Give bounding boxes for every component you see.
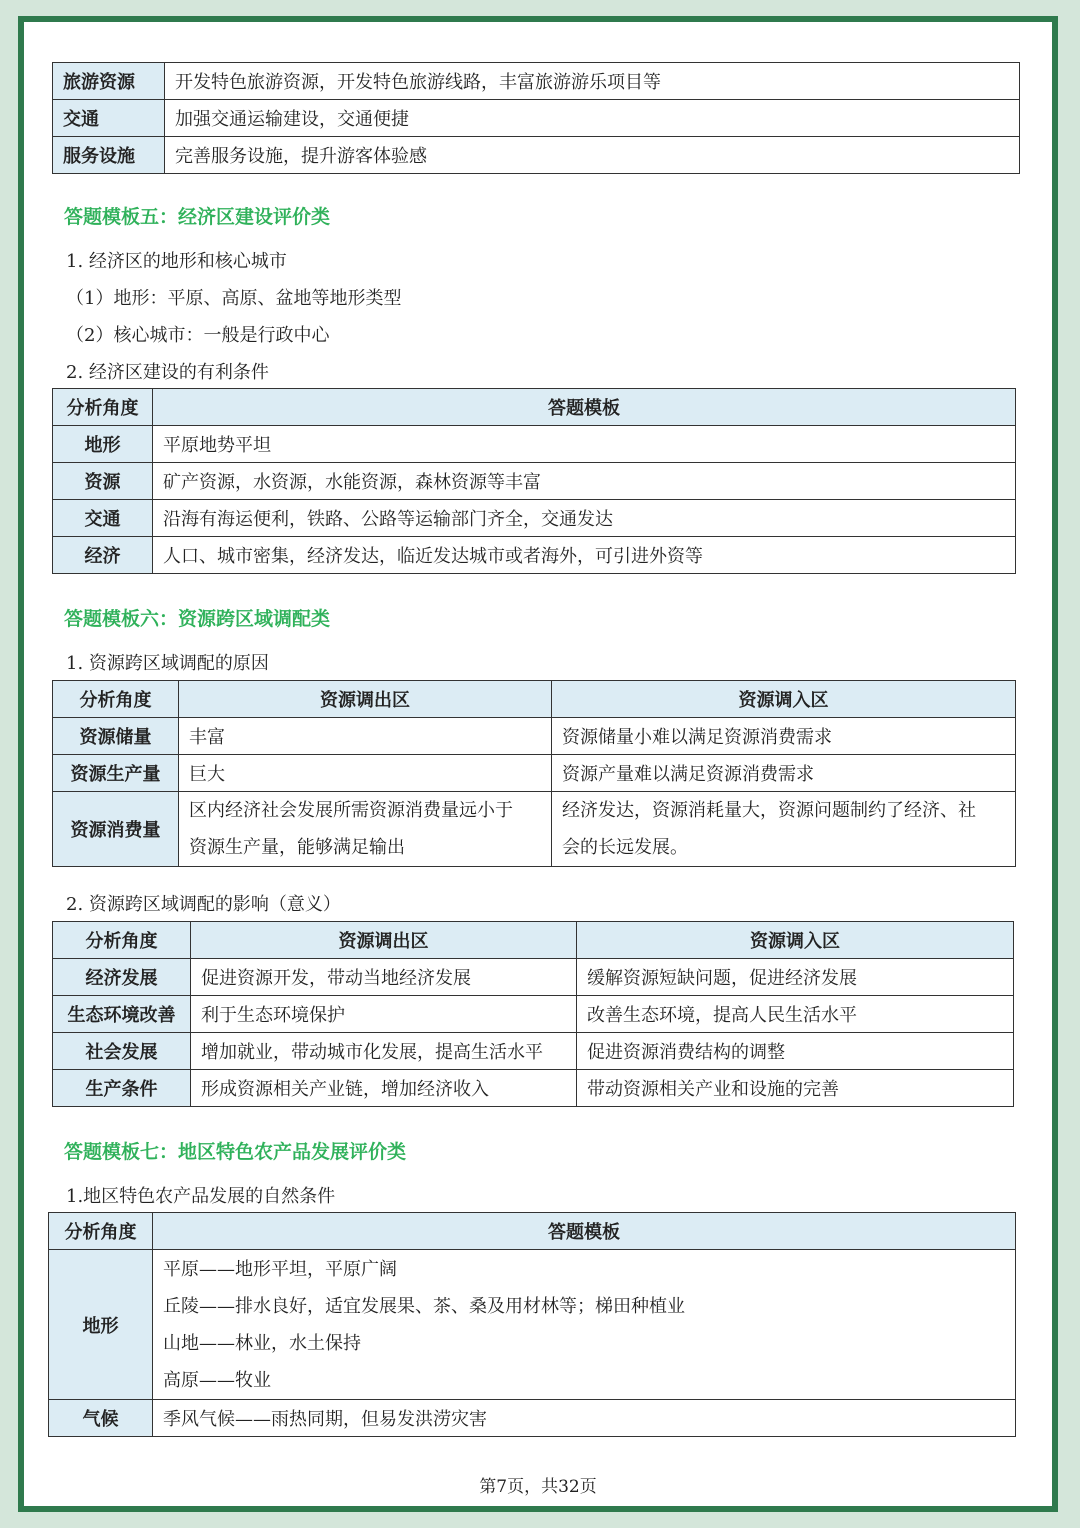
- row-label: 生产条件: [53, 1070, 191, 1107]
- header-cell: 分析角度: [53, 389, 153, 426]
- row-label: 旅游资源: [53, 63, 165, 100]
- table-row: [53, 718, 1016, 755]
- page-content: [24, 22, 1052, 1506]
- table-header-row: [49, 1213, 1016, 1250]
- tourism-table: [52, 62, 1020, 174]
- cell-out: 形成资源相关产业链，增加经济收入: [191, 1070, 577, 1107]
- row-label: 资源消费量: [53, 792, 179, 867]
- resource-impact-table: [52, 921, 1014, 1107]
- cell-line: 山地——林业，水土保持: [163, 1332, 361, 1354]
- cell-out: 促进资源开发，带动当地经济发展: [191, 959, 577, 996]
- cell-out: 利于生态环境保护: [191, 996, 577, 1033]
- cell-out: 巨大: [179, 755, 552, 792]
- header-cell: 资源调出区: [179, 681, 552, 718]
- cell-out: [179, 792, 552, 867]
- cell-out: 增加就业，带动城市化发展，提高生活水平: [191, 1033, 577, 1070]
- row-label: 交通: [53, 100, 165, 137]
- header-cell: 答题模板: [153, 389, 1016, 426]
- header-cell: 答题模板: [153, 1213, 1016, 1250]
- header-cell: 分析角度: [53, 922, 191, 959]
- economic-zone-table: [52, 388, 1016, 574]
- table-row: [53, 137, 1020, 174]
- row-text: [153, 1250, 1016, 1400]
- row-text: 开发特色旅游资源，开发特色旅游线路，丰富旅游游乐项目等: [165, 63, 1020, 100]
- cell-line: 会的长远发展。: [562, 837, 688, 858]
- section5-para-4: 2. 经济区建设的有利条件: [66, 362, 269, 383]
- table-row: [53, 537, 1016, 574]
- row-text: 人口、城市密集，经济发达，临近发达城市或者海外，可引进外资等: [153, 537, 1016, 574]
- section5-title: 答题模板五：经济区建设评价类: [64, 206, 331, 228]
- table-row: [53, 500, 1016, 537]
- row-label: 地形: [53, 426, 153, 463]
- cell-in: 促进资源消费结构的调整: [577, 1033, 1014, 1070]
- section5-para-3: （2）核心城市：一般是行政中心: [66, 325, 330, 346]
- cell-in: 带动资源相关产业和设施的完善: [577, 1070, 1014, 1107]
- row-label: 气候: [49, 1400, 153, 1437]
- row-label: 经济发展: [53, 959, 191, 996]
- table-row: [53, 959, 1014, 996]
- cell-line: 资源生产量，能够满足输出: [189, 837, 405, 858]
- row-text: 季风气候——雨热同期，但易发洪涝灾害: [153, 1400, 1016, 1437]
- cell-line: 丘陵——排水良好，适宜发展果、茶、桑及用材林等；梯田种植业: [163, 1295, 685, 1317]
- table-row: [53, 100, 1020, 137]
- cell-line: 经济发达，资源消耗量大，资源问题制约了经济、社: [562, 800, 976, 821]
- table-header-row: [53, 681, 1016, 718]
- header-cell: 资源调入区: [552, 681, 1016, 718]
- cell-line: 高原——牧业: [163, 1369, 271, 1391]
- cell-in: 资源储量小难以满足资源消费需求: [552, 718, 1016, 755]
- table-row: [53, 755, 1016, 792]
- section5-para-2: （1）地形：平原、高原、盆地等地形类型: [66, 288, 402, 309]
- row-text: 平原地势平坦: [153, 426, 1016, 463]
- section5-para-1: 1. 经济区的地形和核心城市: [66, 251, 287, 272]
- section7-title: 答题模板七：地区特色农产品发展评价类: [64, 1141, 407, 1163]
- table-row: [49, 1250, 1016, 1400]
- row-text: 矿产资源，水资源，水能资源，森林资源等丰富: [153, 463, 1016, 500]
- row-label: 生态环境改善: [53, 996, 191, 1033]
- cell-in: 资源产量难以满足资源消费需求: [552, 755, 1016, 792]
- header-cell: 资源调出区: [191, 922, 577, 959]
- cell-out: 丰富: [179, 718, 552, 755]
- row-label: 资源: [53, 463, 153, 500]
- section6-para-1: 1. 资源跨区域调配的原因: [66, 653, 269, 674]
- table-row: [53, 426, 1016, 463]
- table-row: [53, 792, 1016, 867]
- header-cell: 分析角度: [53, 681, 179, 718]
- table-row: [53, 1033, 1014, 1070]
- page-footer: 第7页，共32页: [479, 1477, 597, 1497]
- table-row: [53, 463, 1016, 500]
- page-frame: [18, 16, 1058, 1512]
- table-row: [49, 1400, 1016, 1437]
- header-cell: 资源调入区: [577, 922, 1014, 959]
- row-text: 沿海有海运便利，铁路、公路等运输部门齐全，交通发达: [153, 500, 1016, 537]
- row-label: 社会发展: [53, 1033, 191, 1070]
- row-label: 经济: [53, 537, 153, 574]
- resource-reason-table: [52, 680, 1016, 867]
- agri-product-table: [48, 1212, 1016, 1437]
- section6-para-2: 2. 资源跨区域调配的影响（意义）: [66, 894, 341, 915]
- header-cell: 分析角度: [49, 1213, 153, 1250]
- row-text: 完善服务设施，提升游客体验感: [165, 137, 1020, 174]
- table-row: [53, 996, 1014, 1033]
- row-label: 地形: [49, 1250, 153, 1400]
- section7-para-1: 1.地区特色农产品发展的自然条件: [66, 1186, 336, 1207]
- row-label: 交通: [53, 500, 153, 537]
- row-label: 资源储量: [53, 718, 179, 755]
- cell-in: 改善生态环境，提高人民生活水平: [577, 996, 1014, 1033]
- cell-in: [552, 792, 1016, 867]
- table-header-row: [53, 922, 1014, 959]
- table-row: [53, 1070, 1014, 1107]
- row-label: 资源生产量: [53, 755, 179, 792]
- cell-in: 缓解资源短缺问题，促进经济发展: [577, 959, 1014, 996]
- row-text: 加强交通运输建设，交通便捷: [165, 100, 1020, 137]
- cell-line: 平原——地形平坦，平原广阔: [163, 1258, 397, 1280]
- row-label: 服务设施: [53, 137, 165, 174]
- cell-line: 区内经济社会发展所需资源消费量远小于: [189, 800, 513, 821]
- table-row: [53, 63, 1020, 100]
- section6-title: 答题模板六：资源跨区域调配类: [64, 608, 331, 630]
- table-header-row: [53, 389, 1016, 426]
